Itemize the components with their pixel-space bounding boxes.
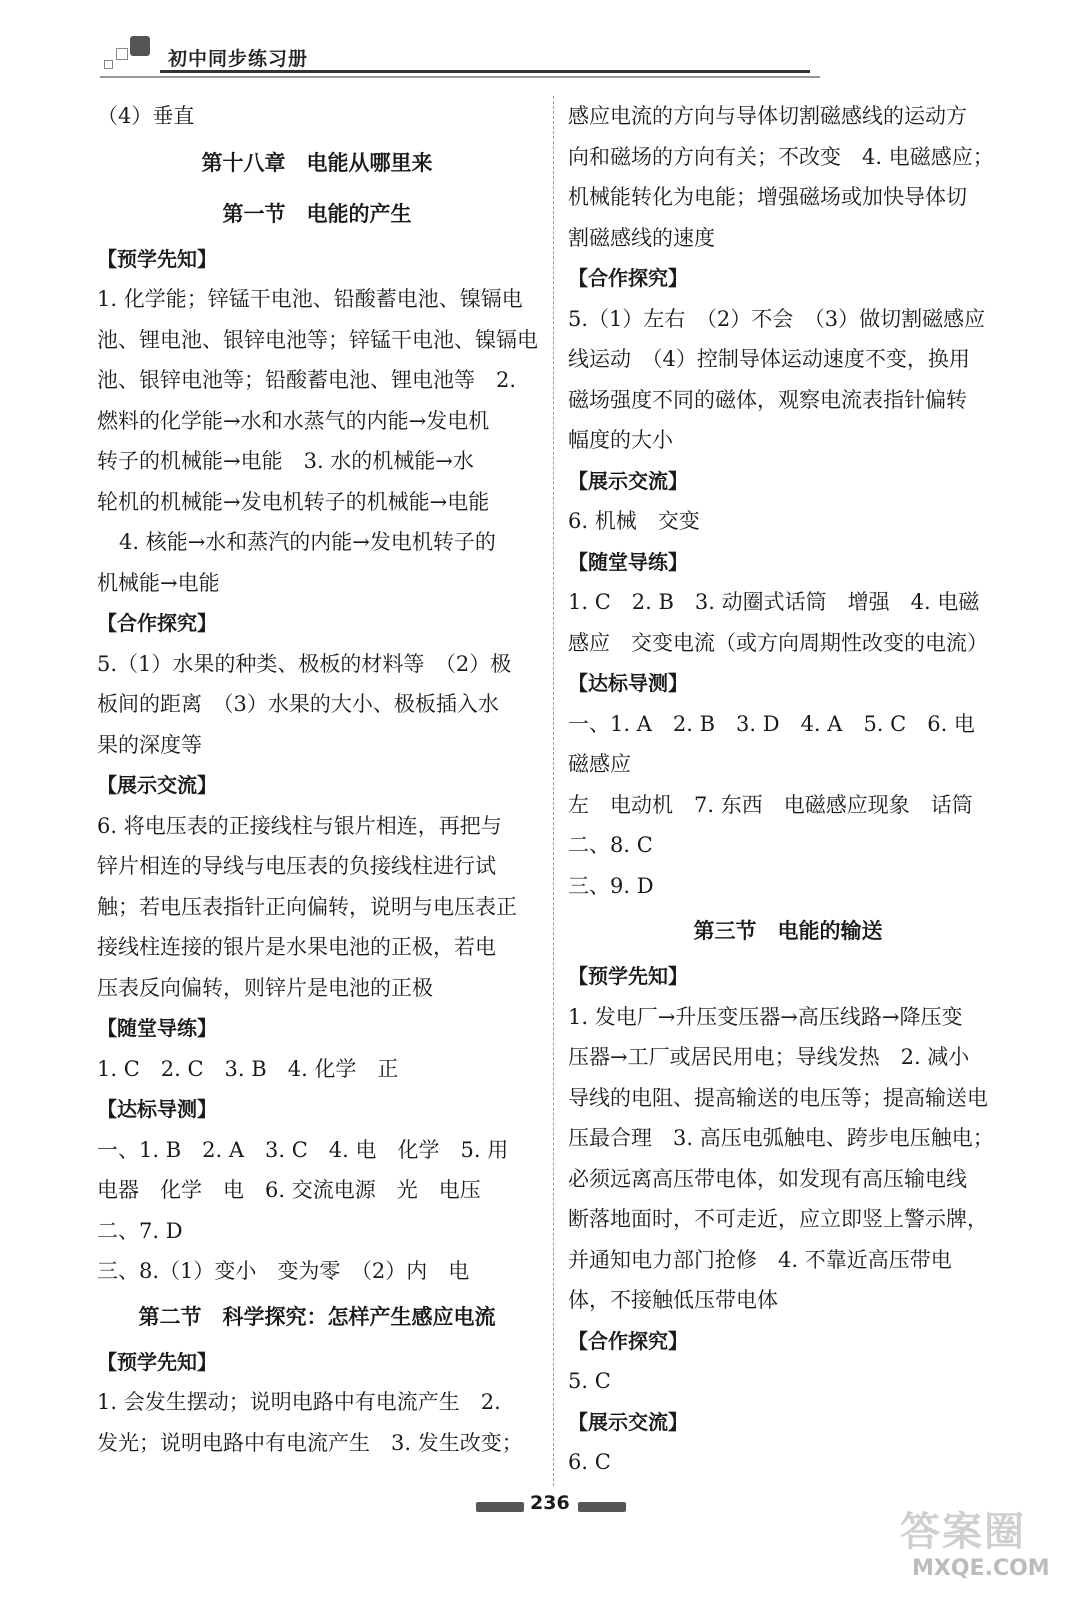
header-rule-thin — [100, 76, 820, 78]
answer-line: 左 电动机 7. 东西 电磁感应现象 话筒 — [568, 792, 973, 817]
answer-line: （4）垂直 — [97, 104, 195, 128]
answer-line: 一、1. A 2. B 3. D 4. A 5. C 6. 电 — [568, 711, 975, 736]
answer-line: 向和磁场的方向有关；不改变 4. 电磁感应； — [568, 144, 994, 169]
answer-line: 发光；说明电路中有电流产生 3. 发生改变； — [97, 1430, 523, 1455]
answer-line: 板间的距离 （3）水果的大小、极板插入水 — [97, 692, 499, 716]
answer-line: 4. 核能→水和蒸汽的内能→发电机转子的 — [119, 530, 496, 554]
answer-line: 锌片相连的导线与电压表的负接线柱进行试 — [97, 854, 496, 878]
footer-bar-right — [578, 1502, 626, 1512]
page-number: 236 — [530, 1492, 570, 1514]
section-heading: 第三节 电能的输送 — [693, 919, 883, 943]
subsection-label: 【合作探究】 — [568, 1328, 688, 1353]
answer-line: 三、9. D — [568, 873, 654, 898]
answer-line: 燃料的化学能→水和水蒸气的内能→发电机 — [97, 408, 490, 433]
watermark-url: MXQE.COM — [912, 1556, 1050, 1581]
answer-line: 机械能转化为电能；增强磁场或加快导体切 — [568, 185, 967, 209]
header-square-icon — [104, 60, 113, 69]
header-square-icon — [130, 36, 150, 56]
subsection-label: 【预学先知】 — [568, 964, 688, 988]
left-column — [97, 96, 537, 1463]
answer-line: 池、银锌电池等；铅酸蓄电池、锂电池等 2. — [97, 368, 517, 392]
answer-line: 感应电流的方向与导体切割磁感线的运动方 — [568, 104, 967, 128]
answer-line: 体，不接触低压带电体 — [568, 1288, 778, 1312]
answer-line: 二、7. D — [97, 1218, 183, 1243]
answer-line: 二、8. C — [568, 833, 653, 857]
answer-line: 线运动 （4）控制导体运动速度不变，换用 — [568, 347, 970, 371]
answer-line: 5.（1）水果的种类、极板的材料等 （2）极 — [97, 651, 512, 676]
watermark-logo — [900, 1500, 1060, 1590]
answer-line: 必须远离高压带电体，如发现有高压输电线 — [568, 1166, 967, 1191]
answer-line: 压最合理 3. 高压电弧触电、跨步电压触电； — [568, 1126, 994, 1150]
header-rule — [160, 70, 810, 73]
answer-line: 导线的电阻、提高输送的电压等；提高输送电 — [568, 1085, 988, 1110]
column-divider — [553, 96, 554, 1486]
answer-line: 1. 化学能；锌锰干电池、铅酸蓄电池、镍镉电 — [97, 287, 523, 311]
answer-line: 机械能→电能 — [97, 570, 220, 595]
subsection-label: 【展示交流】 — [568, 1409, 688, 1434]
answer-line: 1. C 2. C 3. B 4. 化学 正 — [97, 1056, 399, 1081]
footer-bar-left — [476, 1502, 524, 1512]
answer-line: 5.（1）左右 （2）不会 （3）做切割磁感应 — [568, 306, 986, 331]
subsection-label: 【展示交流】 — [568, 468, 688, 493]
answer-line: 6. C — [568, 1450, 611, 1474]
subsection-label: 【合作探究】 — [568, 266, 688, 290]
subsection-label: 【随堂导练】 — [568, 549, 688, 574]
answer-line: 电器 化学 电 6. 交流电源 光 电压 — [97, 1178, 481, 1202]
answer-line: 割磁感线的速度 — [568, 225, 715, 250]
header-square-icon — [116, 48, 128, 60]
answer-line: 幅度的大小 — [568, 428, 673, 452]
answer-line: 压表反向偏转，则锌片是电池的正极 — [97, 975, 433, 1000]
answer-line: 轮机的机械能→发电机转子的机械能→电能 — [97, 489, 490, 514]
answer-line: 6. 将电压表的正接线柱与银片相连，再把与 — [97, 813, 502, 838]
answer-line: 1. 发电厂→升压变压器→高压线路→降压变 — [568, 1004, 963, 1029]
answer-line: 三、8.（1）变小 变为零 （2）内 电 — [97, 1259, 470, 1283]
answer-line: 磁感应 — [568, 752, 631, 776]
answer-line: 压器→工厂或居民用电；导线发热 2. 减小 — [568, 1045, 970, 1069]
answer-line: 一、1. B 2. A 3. C 4. 电 化学 5. 用 — [97, 1137, 509, 1162]
answer-line: 池、锂电池、银锌电池等；锌锰干电池、镍镉电 — [97, 327, 538, 352]
answer-line: 1. 会发生摆动；说明电路中有电流产生 2. — [97, 1390, 501, 1414]
section-heading: 第二节 科学探究：怎样产生感应电流 — [138, 1304, 496, 1329]
book-title: 初中同步练习册 — [168, 48, 309, 70]
answer-line: 5. C — [568, 1369, 611, 1393]
subsection-label: 【预学先知】 — [97, 246, 217, 271]
answer-line: 转子的机械能→电能 3. 水的机械能→水 — [97, 449, 474, 473]
chapter-heading: 第十八章 电能从哪里来 — [201, 150, 433, 175]
answer-line: 6. 机械 交变 — [568, 509, 700, 533]
answer-line: 并通知电力部门抢修 4. 不靠近高压带电 — [568, 1247, 952, 1272]
subsection-label: 【达标导测】 — [568, 671, 688, 695]
subsection-label: 【随堂导练】 — [97, 1016, 217, 1040]
answer-line: 1. C 2. B 3. 动圈式话筒 增强 4. 电磁 — [568, 590, 980, 614]
answer-line: 果的深度等 — [97, 732, 202, 757]
page-header — [0, 0, 1077, 80]
answer-line: 接线柱连接的银片是水果电池的正极，若电 — [97, 935, 496, 959]
subsection-label: 【展示交流】 — [97, 773, 217, 797]
answer-line: 断落地面时，不可走近，应立即竖上警示牌， — [568, 1207, 988, 1231]
right-column — [568, 96, 1008, 1483]
section-heading: 第一节 电能的产生 — [222, 201, 412, 226]
subsection-label: 【达标导测】 — [97, 1097, 217, 1121]
subsection-label: 【预学先知】 — [97, 1349, 217, 1374]
answer-line: 磁场强度不同的磁体，观察电流表指针偏转 — [568, 387, 967, 412]
answer-line: 感应 交变电流（或方向周期性改变的电流） — [568, 630, 988, 655]
subsection-label: 【合作探究】 — [97, 611, 217, 635]
answer-line: 触；若电压表指针正向偏转，说明与电压表正 — [97, 894, 517, 919]
watermark-glyphs: 答案圈 — [900, 1509, 1026, 1555]
